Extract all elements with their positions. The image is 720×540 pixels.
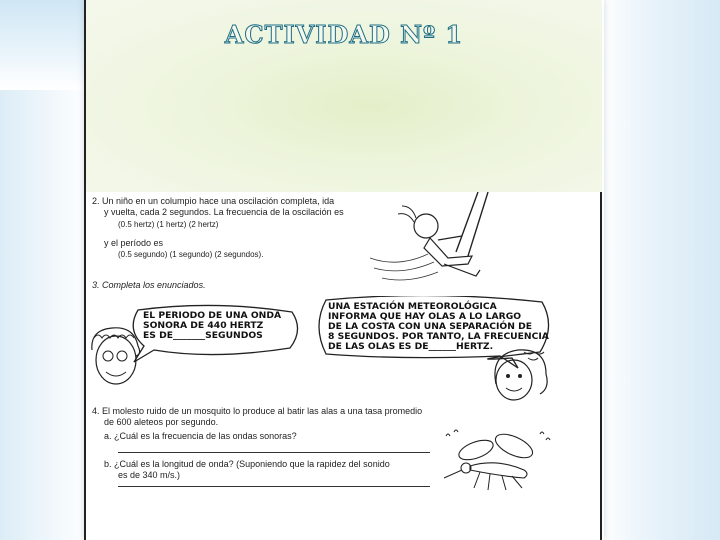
left-bubble-line1: EL PERIODO DE UNA ONDA [143, 310, 282, 321]
slide-title: ACTIVIDAD Nº 1 [224, 20, 464, 49]
right-bubble-line4: 8 SEGUNDOS. POR TANTO, LA FRECUENCIA [328, 331, 549, 342]
boy-face-illustration [86, 324, 146, 394]
q4-part-b-line1: b. ¿Cuál es la longitud de onda? (Suponiendo que la rapidez del sonido [104, 459, 390, 469]
worksheet-border-right [600, 190, 602, 540]
slide-background-right [600, 0, 720, 540]
q4-part-a: a. ¿Cuál es la frecuencia de las ondas sonoras? [104, 431, 297, 441]
left-bubble-line2: SONORA DE 440 HERTZ [143, 320, 264, 331]
q4-line2: de 600 aleteos por segundo. [104, 417, 219, 427]
q4-answer-line-a [118, 452, 430, 453]
girl-face-illustration [484, 344, 554, 404]
q2-period-line: y el período es [104, 238, 164, 248]
right-bubble-line3: DE LA COSTA CON UNA SEPARACIÓN DE [328, 321, 533, 332]
q2-frequency-options: (0.5 hertz) (1 hertz) (2 hertz) [118, 220, 219, 229]
q4-line1: 4. El molesto ruido de un mosquito lo produce al batir las alas a una tasa promedio [92, 406, 423, 416]
right-bubble-line2: INFORMA QUE HAY OLAS A LO LARGO [328, 311, 522, 322]
q3-label: 3. Completa los enunciados. [92, 280, 206, 290]
q2-period-options: (0.5 segundo) (1 segundo) (2 segundos). [118, 250, 264, 259]
q4-part-b-line2: es de 340 m/s.) [118, 470, 181, 480]
right-bubble-line5: DE LAS OLAS ES DE______HERTZ. [328, 341, 494, 352]
right-bubble-line1: UNA ESTACIÓN METEOROLÓGICA [328, 301, 497, 312]
child-on-swing-illustration [368, 192, 516, 292]
q2-line1: 2. Un niño en un columpio hace una oscilación completa, ida [92, 196, 335, 206]
left-bubble-line3: ES DE_______SEGUNDOS [143, 330, 263, 341]
q2-line2: y vuelta, cada 2 segundos. La frecuencia de la oscilación es [104, 207, 344, 217]
mosquito-illustration [440, 428, 556, 492]
q4-answer-line-b [118, 486, 430, 487]
title-panel [86, 0, 602, 192]
